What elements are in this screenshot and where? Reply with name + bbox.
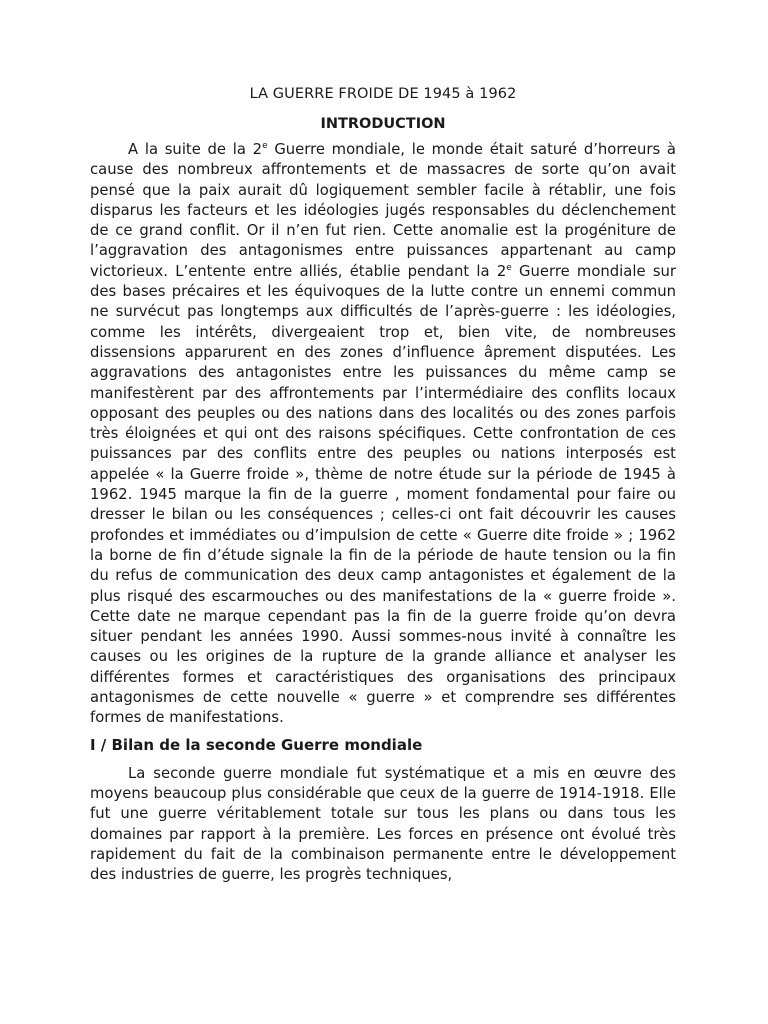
document-body bbox=[90, 84, 676, 885]
introduction-heading: INTRODUCTION bbox=[320, 116, 446, 132]
section-heading-bilan: I / Bilan de la seconde Guerre mondiale bbox=[90, 735, 423, 754]
intro-text-part-1: A la suite de la 2 bbox=[128, 141, 263, 158]
superscript-e: e bbox=[506, 262, 512, 273]
document-title: LA GUERRE FROIDE DE 1945 à 1962 bbox=[249, 86, 517, 102]
intro-text-part-2: Guerre mondiale, le monde était saturé d’horreurs à cause des nombreux affrontements et de massacres de sorte qu’on avait pensé que la paix aurait dû logiquement sembler facile à rétablir, une fois disparus les facteurs et les idéologies jugés responsables du déclenchement de ce grand conflit. Or il n’en fut rien. Cette anomalie est la progéniture de l’aggravation des antagonismes entre puissances appartenant au camp victorieux. L’entente entre alliés, établie pendant la 2 bbox=[90, 141, 676, 280]
section-1-paragraph: La seconde guerre mondiale fut systématique et a mis en œuvre des moyens beaucoup plus considérable que ceux de la guerre de 1914-1918. Elle fut une guerre véritablement totale sur tous les plans ou dans tous les domaines par rapport à la première. Les forces en présence ont évolué très rapidement du fait de la combinaison permanente entre le développement des industries de guerre, les progrès techniques, bbox=[90, 764, 676, 884]
superscript-e: e bbox=[262, 141, 268, 152]
intro-text-part-3: Guerre mondiale sur des bases précaires et les équivoques de la lutte contre un ennemi commun ne survécut pas longtemps aux difficultés de l’après-guerre : les idéologies, comme les intérêts, divergeaient trop et, bien vite, de nombreuses dissensions apparurent en des zones d’influence âprement disputées. Les aggravations des antagonistes entre les puissances du même camp se manifestèrent par des affrontements par l’intermédiaire des conflits locaux opposant des peuples ou des nations dans des localités ou des zones parfois très éloignées et qui ont des raisons spécifiques. Cette confrontation de ces puissances par des conflits entre des peuples ou nations interposés est appelée « la Guerre froide », thème de notre étude sur la période de 1945 à 1962. 1945 marque la fin de la guerre , moment fondamental pour faire ou dresser le bilan ou les conséquences ; celles-ci ont fait découvrir les causes profondes et immédiates ou d’impulsion de cette « Guerre dite froide » ; 1962 la borne de fin d’étude signale la fin de la période de haute tension ou la fin du refus de communication des deux camp antagonistes et également de la plus risqué des escarmouches ou des manifestations de la « guerre froide ». Cette date ne marque cependant pas la fin de la guerre froide qu’on devra situer pendant les années 1990. Aussi sommes-nous invité à connaître les causes ou les origines de la rupture de la grande alliance et analyser les différentes formes et caractéristiques des organisations des principaux antagonismes de cette nouvelle « guerre » et comprendre ses différentes formes de manifestations. bbox=[90, 262, 676, 727]
introduction-paragraph bbox=[90, 140, 676, 729]
